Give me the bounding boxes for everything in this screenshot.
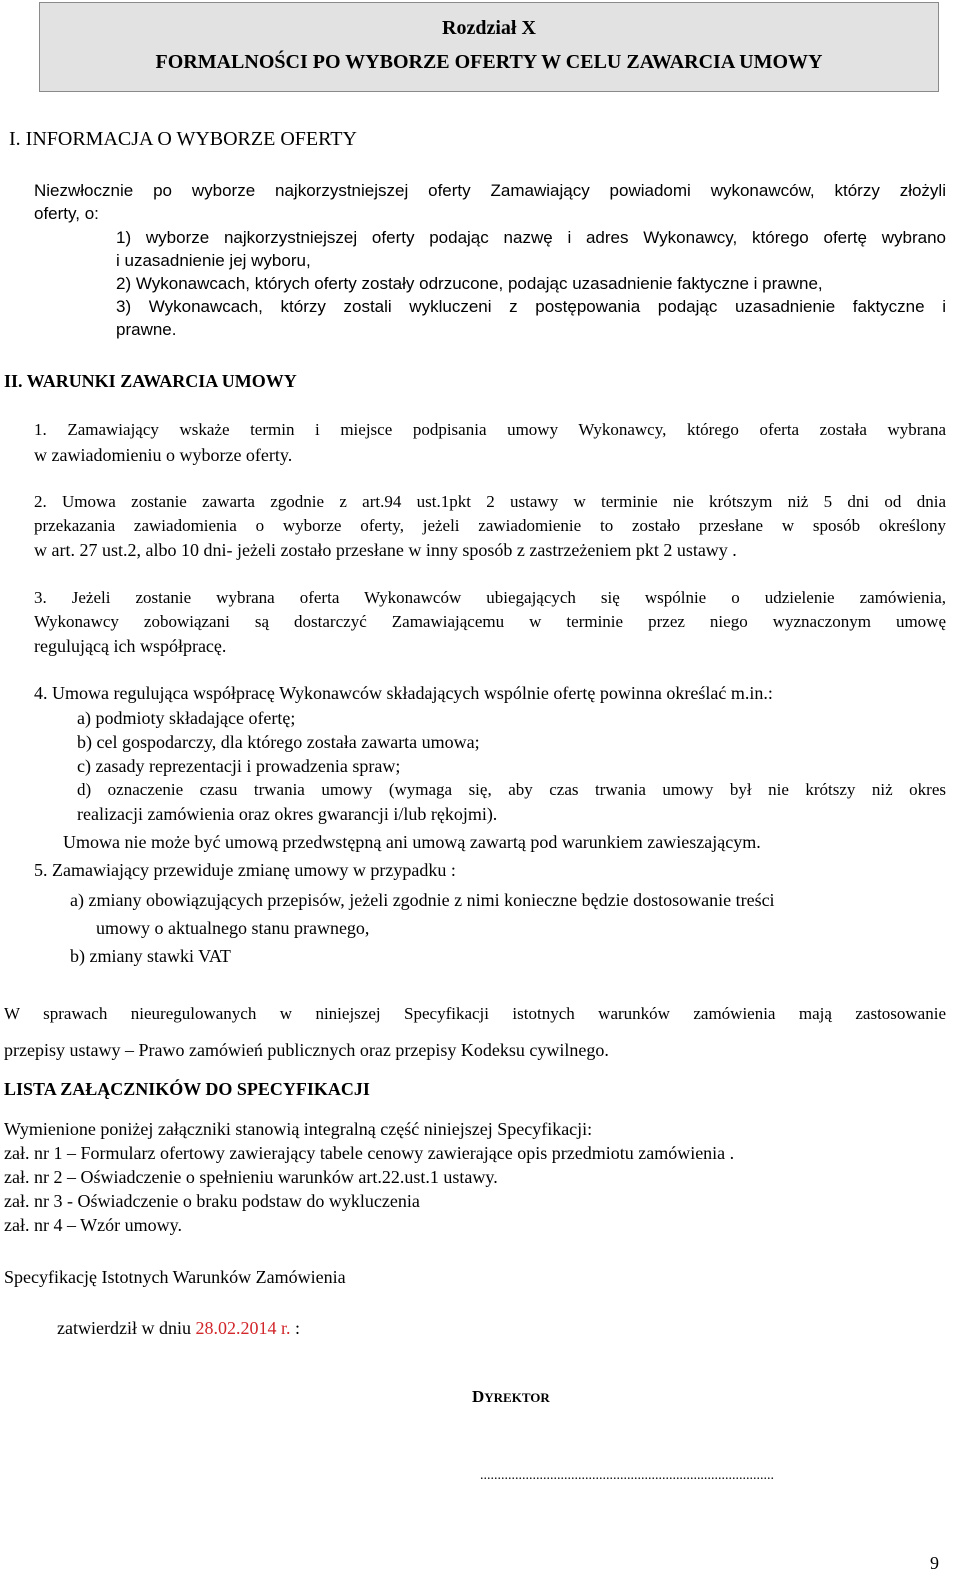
section1-item1-line2: i uzasadnienie jej wyboru, bbox=[116, 251, 311, 270]
section2-p5-item-a-line2: umowy o aktualnego stanu prawnego, bbox=[96, 918, 370, 938]
attachment-item-1: zał. nr 1 – Formularz ofertowy zawierający tabele cenowy zawierające opis przedmiotu zamówienia . bbox=[4, 1143, 735, 1163]
director-first-letter: D bbox=[472, 1387, 485, 1406]
chapter-header bbox=[39, 2, 939, 92]
chapter-number: Rozdział X bbox=[442, 17, 536, 39]
section2-p3-line2: Wykonawcy zobowiązani są dostarczyć Zamawiającemu w terminie przez niego wyznaczonym umowę bbox=[34, 612, 946, 631]
section2-p2-line2: przekazania zawiadomienia o wyborze oferty, jeżeli zawiadomienie to zostało przesłane w sposób określony bbox=[34, 516, 946, 535]
approval-line bbox=[57, 1318, 300, 1339]
section1-intro-line1: Niezwłocznie po wyborze najkorzystniejszej oferty Zamawiający powiadomi wykonawców, którzy złożyli bbox=[34, 181, 946, 200]
section2-p5-heading: 5. Zamawiający przewiduje zmianę umowy w przypadku : bbox=[34, 860, 456, 880]
section1-item3-line1: 3) Wykonawcach, którzy zostali wykluczeni z postępowania podając uzasadnienie faktyczne i bbox=[116, 297, 946, 316]
attachments-intro: Wymienione poniżej załączniki stanowią integralną część niniejszej Specyfikacji: bbox=[4, 1119, 593, 1139]
section2-p2-line1: 2. Umowa zostanie zawarta zgodnie z art.94 ust.1pkt 2 ustawy w terminie nie krótszym niż 5 dni od dnia bbox=[34, 492, 946, 511]
section2-p4-item-a: a) podmioty składające ofertę; bbox=[77, 708, 296, 728]
section1-item2: 2) Wykonawcach, których oferty zostały odrzucone, podając uzasadnienie faktyczne i prawne, bbox=[116, 274, 823, 293]
section1-item3-line2: prawne. bbox=[116, 320, 177, 339]
section2-p4-item-d-line1: d) oznaczenie czasu trwania umowy (wymaga się, aby czas trwania umowy był nie krótszy niż okres bbox=[77, 780, 946, 799]
section1-heading: I. INFORMACJA O WYBORZE OFERTY bbox=[9, 128, 357, 150]
section2-p4-heading: 4. Umowa regulująca współpracę Wykonawców składających wspólnie ofertę powinna określać m.in.: bbox=[34, 683, 773, 703]
attachment-item-3: zał. nr 3 - Oświadczenie o braku podstaw do wykluczenia bbox=[4, 1191, 420, 1211]
page-number: 9 bbox=[930, 1553, 939, 1573]
section1-item1-line1: 1) wyborze najkorzystniejszej oferty podając nazwę i adres Wykonawcy, którego ofertę wybrano bbox=[116, 228, 946, 247]
director-title bbox=[472, 1387, 550, 1407]
section2-p4-item-b: b) cel gospodarczy, dla którego została zawarta umowa; bbox=[77, 732, 480, 752]
section2-p4-item-c: c) zasady reprezentacji i prowadzenia spraw; bbox=[77, 756, 401, 776]
signature-line: .................................................................................... bbox=[480, 1468, 774, 1483]
section2-p3-line3: regulującą ich współpracę. bbox=[34, 636, 227, 656]
section1-intro-line2: oferty, o: bbox=[34, 204, 99, 223]
spec-label: Specyfikację Istotnych Warunków Zamówienia bbox=[4, 1267, 346, 1287]
closing-line1: W sprawach nieuregulowanych w niniejszej Specyfikacji istotnych warunków zamówienia mają zastosowanie bbox=[4, 1004, 946, 1023]
approval-suffix: : bbox=[290, 1318, 300, 1338]
section2-p4-note: Umowa nie może być umową przedwstępną ani umową zawartą pod warunkiem zawieszającym. bbox=[63, 832, 761, 852]
approval-date: 28.02.2014 r. bbox=[195, 1318, 291, 1338]
section2-p2-line3: w art. 27 ust.2, albo 10 dni- jeżeli zostało przesłane w inny sposób z zastrzeżeniem pkt 2 ustawy . bbox=[34, 540, 737, 560]
section2-p5-item-b: b) zmiany stawki VAT bbox=[70, 946, 231, 966]
approval-prefix: zatwierdził w dniu bbox=[57, 1318, 196, 1338]
section2-heading: II. WARUNKI ZAWARCIA UMOWY bbox=[4, 371, 297, 391]
chapter-title: FORMALNOŚCI PO WYBORZE OFERTY W CELU ZAWARCIA UMOWY bbox=[155, 51, 823, 73]
attachment-item-4: zał. nr 4 – Wzór umowy. bbox=[4, 1215, 182, 1235]
section2-p4-item-d-line2: realizacji zamówienia oraz okres gwarancji i/lub rękojmi). bbox=[77, 804, 498, 824]
section2-p5-item-a-line1: a) zmiany obowiązujących przepisów, jeżeli zgodnie z nimi konieczne będzie dostosowanie treści bbox=[70, 890, 775, 910]
closing-line2: przepisy ustawy – Prawo zamówień publicznych oraz przepisy Kodeksu cywilnego. bbox=[4, 1040, 609, 1060]
section2-p1-line2: w zawiadomieniu o wyborze oferty. bbox=[34, 445, 293, 465]
section2-p3-line1: 3. Jeżeli zostanie wybrana oferta Wykonawców ubiegających się wspólnie o udzielenie zamówienia, bbox=[34, 588, 946, 607]
attachments-heading: LISTA ZAŁĄCZNIKÓW DO SPECYFIKACJI bbox=[4, 1079, 370, 1099]
director-rest: YREKTOR bbox=[484, 1390, 550, 1405]
attachment-item-2: zał. nr 2 – Oświadczenie o spełnieniu warunków art.22.ust.1 ustawy. bbox=[4, 1167, 498, 1187]
section2-p1-line1: 1. Zamawiający wskaże termin i miejsce podpisania umowy Wykonawcy, którego oferta została wybrana bbox=[34, 420, 946, 439]
